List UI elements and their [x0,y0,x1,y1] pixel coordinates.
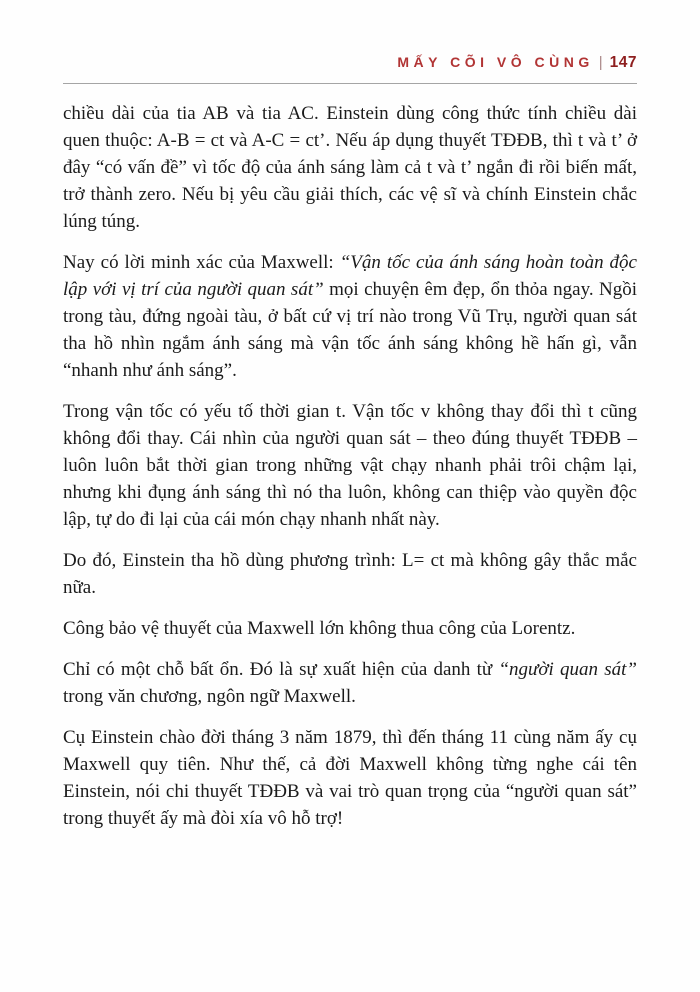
text-run: chiều dài của tia AB và tia AC. Einstein dùng công thức tính chiều dài quen thuộc: A-B = ct và A-C = ct’. Nếu áp dụng thuyết TĐĐB, thì t và t’ ở đây “có vấn đề” vì tốc độ của ánh sáng làm cả t và t’ ngắn đi rồi biến mất, trở thành zero. Nếu bị yêu cầu giải thích, các vệ sĩ và chính Einstein chắc lúng túng. [63,103,637,232]
paragraph-5 [63,615,637,642]
paragraph-4 [63,547,637,601]
page-header [63,54,637,72]
italic-run: “Vận tốc của ánh sáng hoàn toàn độc lập với vị trí của người quan sát” [63,252,637,300]
page-body [63,100,637,832]
header-divider [63,83,637,84]
running-head-title: MẤY CÕI VÔ CÙNG [397,54,594,70]
paragraph-2 [63,249,637,384]
header-separator: | [598,54,603,71]
paragraph-7 [63,724,637,832]
page-number: 147 [609,54,637,71]
paragraph-1 [63,100,637,235]
text-run: Do đó, Einstein tha hồ dùng phương trình: L= ct mà không gây thắc mắc nữa. [63,550,637,598]
text-run: mọi chuyện êm đẹp, ổn thỏa ngay. Ngồi trong tàu, đứng ngoài tàu, ở bất cứ vị trí nào trong Vũ Trụ, người quan sát tha hồ nhìn ngắm ánh sáng mà vận tốc ánh sáng không hề hấn gì, vẫn “nhanh như ánh sáng”. [63,279,638,381]
italic-run: “người quan sát” [498,659,637,680]
text-run: Công bảo vệ thuyết của Maxwell lớn không thua công của Lorentz. [63,618,576,639]
paragraph-6 [63,656,637,710]
text-run: Trong vận tốc có yếu tố thời gian t. Vận tốc v không thay đổi thì t cũng không đổi thay. Cái nhìn của người quan sát – theo đúng thuyết TĐĐB – luôn luôn bắt thời gian trong những vật chạy nhanh phải trôi chậm lại, nhưng khi đụng ánh sáng thì nó tha luôn, không can thiệp vào quyền độc lập, tự do đi lại của cái món chạy nhanh nhất này. [63,401,637,530]
text-run: Chỉ có một chỗ bất ổn. Đó là sự xuất hiện của danh từ [63,659,499,680]
text-run: trong văn chương, ngôn ngữ Maxwell. [63,686,356,707]
text-run: Cụ Einstein chào đời tháng 3 năm 1879, thì đến tháng 11 cùng năm ấy cụ Maxwell quy tiên. Như thế, cả đời Maxwell không từng nghe cái tên Einstein, nói chi thuyết TĐĐB và vai trò quan trọng của “người quan sát” trong thuyết ấy mà đòi xía vô hỗ trợ! [63,727,637,829]
paragraph-3 [63,398,637,533]
text-run: Nay có lời minh xác của Maxwell: [63,252,340,273]
